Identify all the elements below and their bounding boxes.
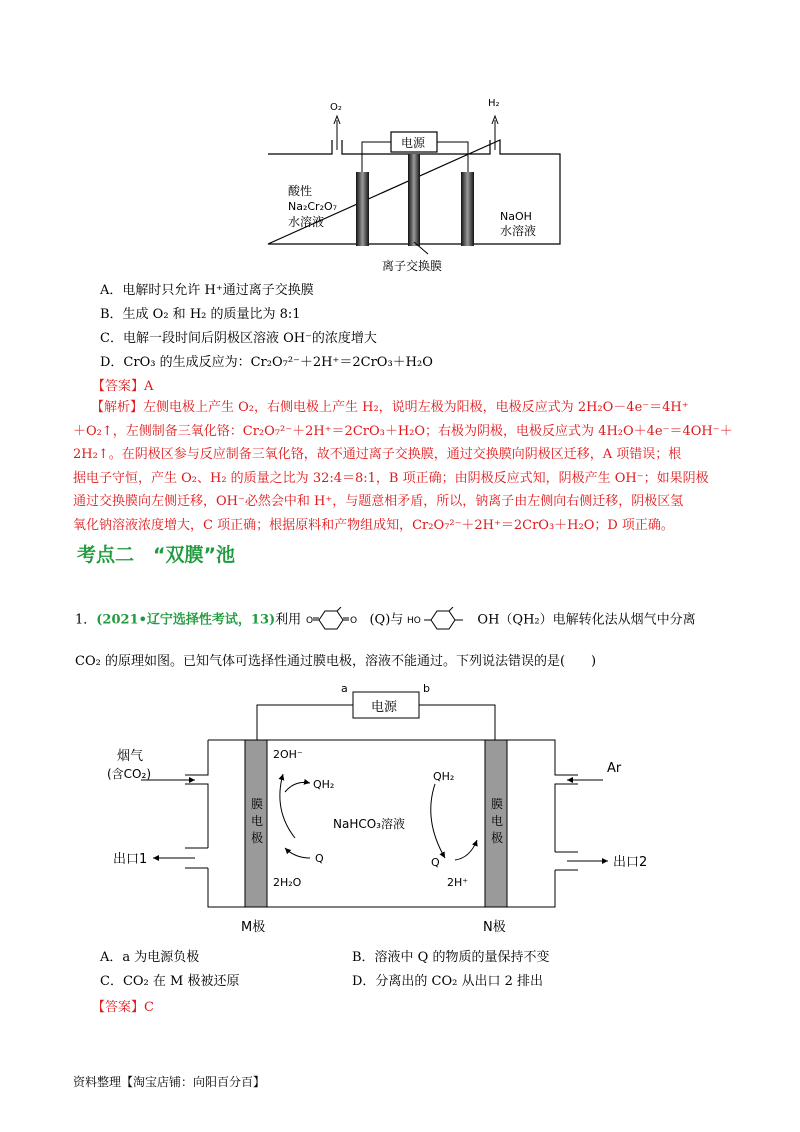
left-solution-3: 水溶液 — [288, 215, 325, 229]
q-left: Q — [315, 852, 324, 865]
oh-label: 2OH⁻ — [273, 748, 303, 761]
n-e2: 电 — [491, 814, 504, 828]
o2-label: O₂ — [330, 102, 342, 113]
qh2-left: QH₂ — [313, 778, 335, 791]
ho-label: HO — [407, 616, 422, 626]
question-line-2: CO₂ 的原理如图。已知气体可选择性通过膜电极，溶液不能通过。下列说法错误的是( ) — [75, 654, 597, 669]
right-solution-1: NaOH — [500, 210, 532, 223]
answer-2: 【答案】C — [92, 1000, 154, 1015]
section-heading: 考点二 “双膜”池 — [77, 544, 235, 566]
hydroquinone-structure-icon — [407, 607, 477, 633]
hplus-label: 2H⁺ — [447, 876, 469, 889]
qh2-label: OH（QH₂） — [477, 612, 553, 628]
qh2-right: QH₂ — [433, 770, 455, 783]
solution-label: NaHCO₃溶液 — [333, 817, 405, 831]
m-e2: 电 — [251, 814, 264, 828]
option2-a: A．a 为电源负极 — [100, 950, 200, 965]
q-right: Q — [431, 856, 440, 869]
question-number: 1． — [75, 612, 97, 628]
question-text-2: 电解转化法从烟气中分离 — [552, 612, 696, 628]
left-solution-2: Na₂Cr₂O₇ — [288, 200, 338, 213]
terminal-a: a — [341, 682, 348, 695]
option-d: D．CrO₃ 的生成反应为：Cr₂O₇²⁻＋2H⁺＝2CrO₃＋H₂O — [100, 355, 433, 370]
h2o-label: 2H₂O — [273, 876, 302, 889]
analysis-line: ＋O₂↑，左侧制备三氧化铬：Cr₂O₇²⁻＋2H⁺＝2CrO₃＋H₂O；右极为阴极，电极反应式为 4H₂O＋4e⁻＝4OH⁻＋ — [73, 423, 733, 439]
quinone-structure-icon — [305, 607, 365, 633]
flue-gas-co2: (含CO₂) — [107, 767, 151, 781]
right-solution-2: 水溶液 — [500, 224, 537, 238]
m-e3: 极 — [251, 831, 264, 845]
terminal-b: b — [423, 682, 430, 695]
outlet-1: 出口1 — [113, 852, 148, 867]
option2-b: B．溶液中 Q 的物质的量保持不变 — [352, 950, 550, 965]
left-electrode — [356, 172, 369, 246]
footer-note: 资料整理【淘宝店铺：向阳百分百】 — [73, 1075, 266, 1089]
analysis-line: 氧化钠溶液浓度增大，C 项正确；根据原料和产物组成知，Cr₂O₇²⁻＋2H⁺＝2CrO₃＋H₂O；D 项正确。 — [73, 517, 674, 533]
option-a: A．电解时只允许 H⁺通过离子交换膜 — [100, 283, 314, 298]
n-electrode-label — [491, 797, 503, 845]
question-line-1 — [75, 607, 696, 633]
question-source: (2021•辽宁选择性考试，13) — [96, 612, 276, 628]
electrolysis-diagram-1 — [260, 92, 570, 277]
outlet-2: 出口2 — [613, 855, 648, 870]
analysis-line: 2H₂↑。在阴极区参与反应制备三氧化铬，故不通过离子交换膜，通过交换膜向阴极区迁移，A 项错误；根 — [73, 447, 682, 462]
answer-1: 【答案】A — [92, 379, 154, 394]
right-electrode — [461, 172, 474, 246]
n-pole-label: N极 — [483, 920, 506, 935]
analysis-block — [73, 396, 733, 537]
option-b: B．生成 O₂ 和 H₂ 的质量比为 8:1 — [100, 307, 301, 322]
m-electrode-label — [251, 797, 263, 845]
option2-d: D．分离出的 CO₂ 从出口 2 排出 — [352, 974, 544, 989]
analysis-line: 【解析】左侧电极上产生 O₂，右侧电极上产生 H₂，说明左极为阳极，电极反应式为 2H₂O－4e⁻＝4H⁺ — [91, 400, 689, 415]
q-label: (Q)与 — [369, 612, 404, 628]
m-e1: 膜 — [251, 797, 264, 811]
analysis-line: 通过交换膜向左侧迁移，OH⁻必然会中和 H⁺，与题意相矛盾，所以，钠离子由左侧向右侧迁移，阴极区氢 — [73, 494, 684, 509]
n-e3: 极 — [491, 831, 504, 845]
left-solution-1: 酸性 — [288, 184, 313, 198]
membrane-rod — [408, 154, 420, 246]
question-text-1: 利用 — [275, 612, 302, 628]
flue-gas-label: 烟气 — [117, 749, 144, 764]
power-label-2: 电源 — [371, 700, 398, 715]
m-pole-label: M极 — [241, 920, 266, 935]
power-label: 电源 — [401, 136, 426, 150]
n-e1: 膜 — [491, 797, 504, 811]
option-c: C．电解一段时间后阴极区溶液 OH⁻的浓度增大 — [100, 331, 377, 346]
svg-text:O: O — [350, 616, 358, 626]
h2-label: H₂ — [488, 98, 500, 109]
analysis-line: 据电子守恒，产生 O₂、H₂ 的质量之比为 32:4＝8:1，B 项正确；由阴极反应式知，阴极产生 OH⁻；如果阴极 — [73, 470, 709, 486]
membrane-label: 离子交换膜 — [382, 259, 443, 273]
electrolysis-diagram-2 — [105, 680, 675, 938]
svg-text:O: O — [306, 616, 314, 626]
option2-c: C．CO₂ 在 M 极被还原 — [100, 974, 240, 989]
ar-label: Ar — [607, 761, 622, 776]
